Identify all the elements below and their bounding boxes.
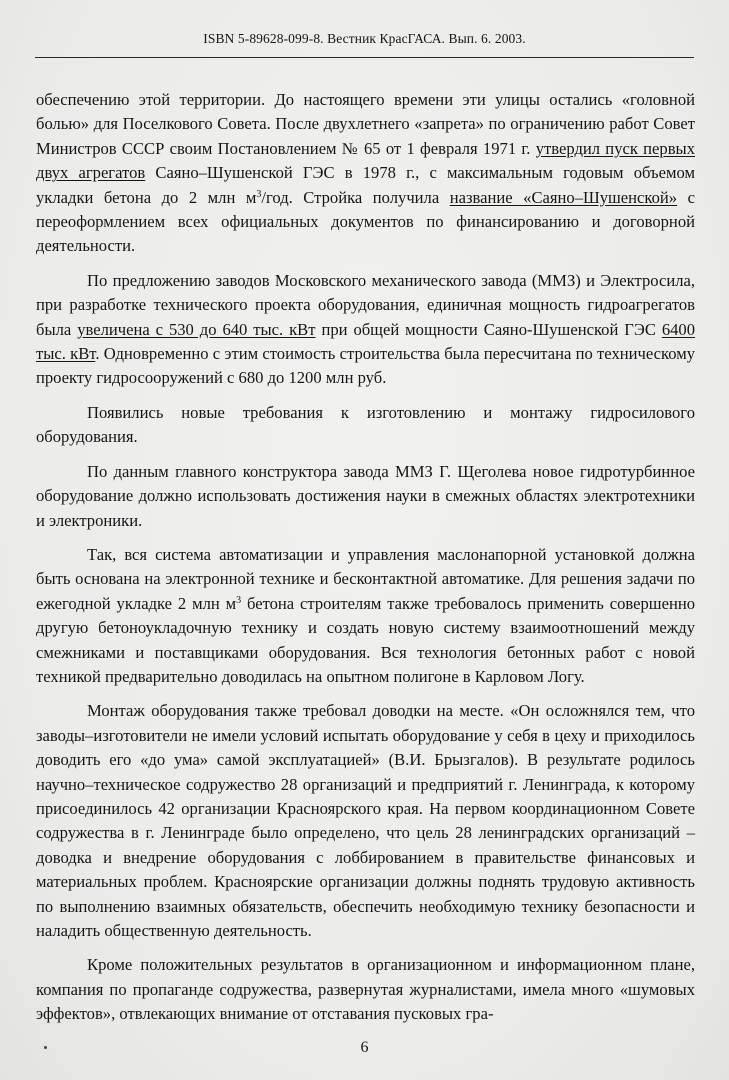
text-run: По предложению заводов Московского механического завода (ММЗ) и Электросила, при разработке технического проекта оборудования, единичная мощность гидроагрегатов была [36, 270, 695, 339]
body-text [36, 88, 695, 1037]
text-run: По данным главного конструктора завода ММЗ Г. Щеголева новое гидротурбинное оборудование должно использовать достижения науки в смежных областях электротехники и электроники. [36, 461, 695, 530]
text-run: /год. Стройка получила [261, 187, 450, 207]
paragraph [36, 699, 695, 943]
text-run: Так, вся система автоматизации и управления маслонапорной установкой должна быть основана на электронной технике и бесконтактной автоматике. Для решения задачи по ежегодной укладке 2 млн м [36, 544, 695, 613]
paragraph [36, 88, 695, 259]
underlined-phrase: увеличена с 530 до 640 тыс. кВт [77, 319, 316, 339]
paragraph [36, 269, 695, 391]
text-run: . Одновременно с этим стоимость строительства была пересчитана по техническому проекту гидросооружений с 680 до 1200 млн руб. [36, 344, 695, 388]
superscript: 3 [236, 594, 242, 606]
text-run: Кроме положительных результатов в организационном и информационном плане, компания по пропаганде содружества, развернутая журналистами, имела много «шумовых эффектов», отвлекающих внимание от отставания пусковых гра- [36, 955, 695, 1024]
underlined-phrase: утвердил пуск первых двух агрегатов [36, 138, 695, 183]
paragraph [36, 460, 695, 533]
paragraph [36, 401, 695, 450]
running-header: ISBN 5-89628-099-8. Вестник КрасГАСА. Вып. 6. 2003. [203, 31, 526, 46]
text-run: с переоформлением всех официальных документов по финансированию и договорной деятельности. [36, 187, 695, 256]
underlined-phrase: название «Саяно–Шушенской» [449, 187, 678, 207]
header-rule [35, 57, 694, 58]
text-run: Появились новые требования к изготовлению и монтажу гидросилового оборудования. [36, 402, 695, 447]
superscript: 3 [256, 188, 262, 200]
text-run: бетона строителям также требовалось применить совершенно другую бетоноукладочную технику и создать новую систему взаимоотношений между смежниками и поставщиками оборудования. Вся технология бетонных работ с новой техникой предварительно доводилась на опытном полигоне в Карловом Логу. [36, 593, 696, 686]
text-run: при общей мощности Саяно-Шушенской ГЭС [315, 319, 662, 339]
paragraph [36, 953, 695, 1026]
text-run: обеспечению этой территории. До настоящего времени эти улицы остались «головной болью» для Поселкового Совета. После двухлетнего «запрета» по ограничению работ Совет Министров СССР своим Постановлением № 65 от 1 февраля 1971 г. [36, 90, 695, 158]
paragraph [36, 543, 695, 689]
page-number: 6 [360, 1039, 369, 1056]
text-run: Саяно–Шушенской ГЭС в 1978 г., с максимальным годовым объемом укладки бетона до 2 млн м [36, 163, 695, 207]
underlined-phrase: 6400 тыс. кВт [36, 319, 696, 364]
text-run: Монтаж оборудования также требовал доводки на месте. «Он осложнялся тем, что заводы–изготовители не имели условий испытать оборудование у себя в цеху и приходилось доводить его «до ума» самой эксплуатацией» (В.И. Брызгалов). В результате родилось научно–техническое содружество 28 организаций и предприятий г. Ленинграда, к которому присоединилось 42 организации Красноярского края. На первом координационном Совете содружества в г. Ленинграде было определено, что цель 28 ленинградских организаций – доводка и внедрение оборудования с лоббированием в правительстве финансовых и материальных проблем. Красноярские организации должны поднять трудовую активность по выполнению взаимных обязательств, обеспечить необходимую технику безопасности и наладить общественную деятельность. [36, 701, 695, 940]
